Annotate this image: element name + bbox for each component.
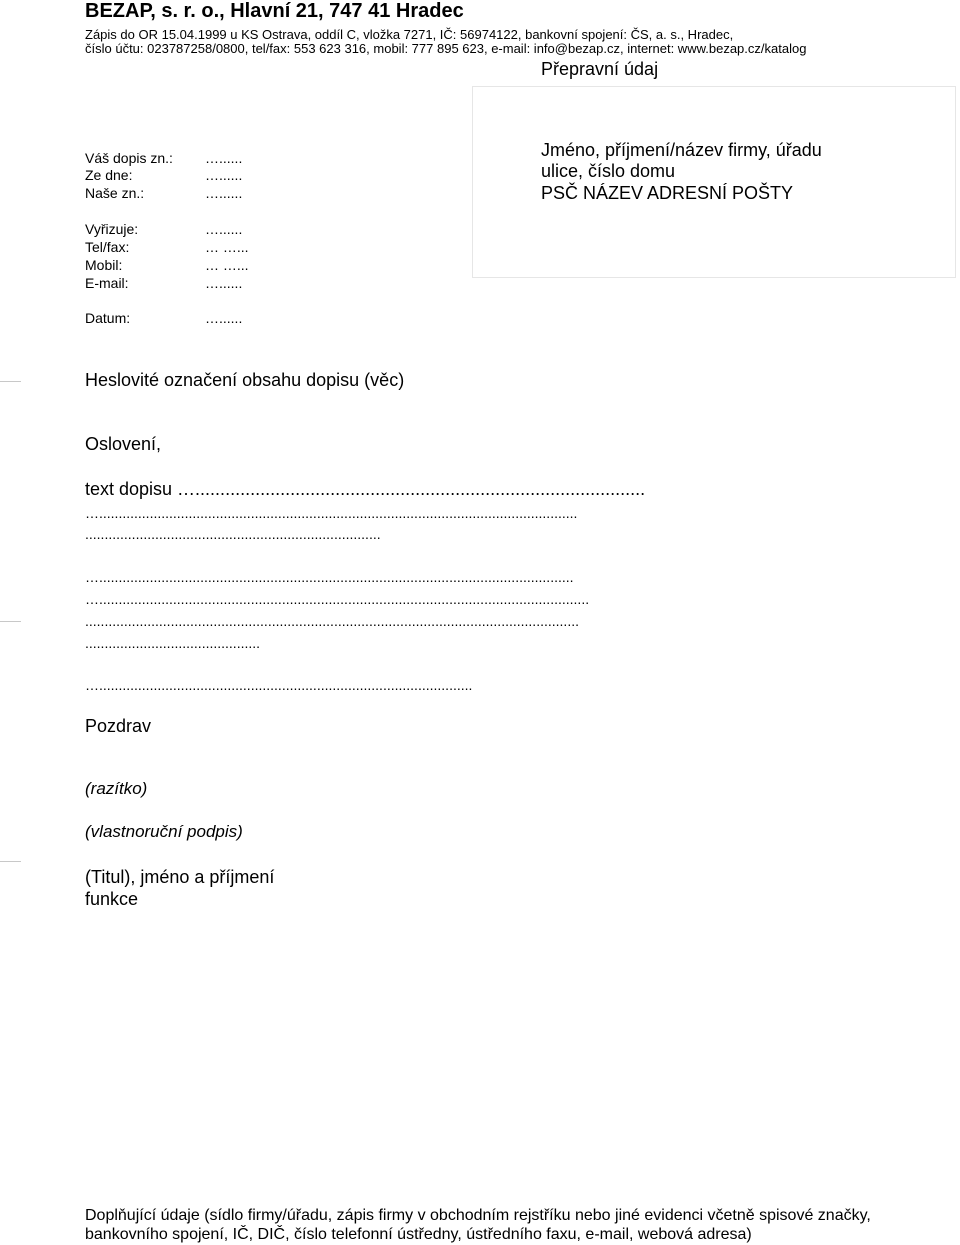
subject-line: Heslovité označení obsahu dopisu (věc) [85, 370, 405, 390]
ref-label: Naše zn.: [85, 185, 145, 201]
contact-label: Mobil: [85, 257, 123, 273]
ref-label: Váš dopis zn.: [85, 150, 173, 166]
contact-value: … …... [205, 239, 249, 255]
placeholder-dots: ............................................................................................................................... [85, 613, 579, 629]
stamp-placeholder: (razítko) [85, 779, 148, 798]
contact-info-line: číslo účtu: 023787258/0800, tel/fax: 553 623 316, mobil: 777 895 623, e-mail: info@bezap.cz, internet: www.bezap.cz/katalog [85, 41, 807, 56]
date-value: …...... [205, 310, 243, 326]
placeholder-dots: ….............................................................................................................................. [85, 591, 590, 607]
ref-label: Ze dne: [85, 167, 133, 183]
closing: Pozdrav [85, 716, 152, 736]
contact-label: Vyřizuje: [85, 221, 139, 237]
footer-note: Doplňující údaje (sídlo firmy/úřadu, zápis firmy v obchodním rejstříku nebo jiné evidenci včetně spisové značky, bankovního spojení, IČ, DIČ, číslo telefonní ústředny, ústředního faxu, e-mail, webová adresa) [85, 1207, 871, 1243]
contact-value: … …... [205, 257, 249, 273]
placeholder-dots: ............................................................................ [85, 526, 381, 542]
placeholder-dots: …........................................................................................................................... [85, 505, 578, 521]
body-text: text dopisu ….......................................................................................... [85, 479, 646, 499]
placeholder-dots: ….......................................................................................................................... [85, 569, 574, 585]
placeholder-dots: …................................................................................................ [85, 677, 473, 693]
fold-mark [0, 381, 21, 382]
fold-mark [0, 861, 21, 862]
recipient-street: ulice, číslo domu [541, 161, 676, 181]
address-window [472, 86, 956, 278]
recipient-name: Jméno, příjmení/název firmy, úřadu [541, 140, 822, 160]
salutation: Oslovení, [85, 434, 162, 454]
ref-value: …...... [205, 167, 243, 183]
placeholder-dots: ............................................. [85, 635, 261, 651]
signature-placeholder: (vlastnoruční podpis) [85, 822, 243, 841]
ref-value: …...... [205, 150, 243, 166]
signer-function: funkce [85, 889, 139, 909]
registration-line: Zápis do OR 15.04.1999 u KS Ostrava, oddíl C, vložka 7271, IČ: 56974122, bankovní spojení: ČS, a. s., Hradec, [85, 27, 734, 42]
contact-label: Tel/fax: [85, 239, 130, 255]
ref-value: …...... [205, 185, 243, 201]
signer-name: (Titul), jméno a příjmení [85, 867, 275, 887]
company-name: BEZAP, s. r. o., Hlavní 21, 747 41 Hradec [85, 0, 464, 22]
date-label: Datum: [85, 310, 131, 326]
contact-value: …...... [205, 275, 243, 291]
recipient-postcode: PSČ NÁZEV ADRESNÍ POŠTY [541, 183, 794, 203]
contact-label: E-mail: [85, 275, 129, 291]
contact-value: …...... [205, 221, 243, 237]
fold-mark [0, 621, 21, 622]
transport-label: Přepravní údaj [541, 59, 659, 79]
